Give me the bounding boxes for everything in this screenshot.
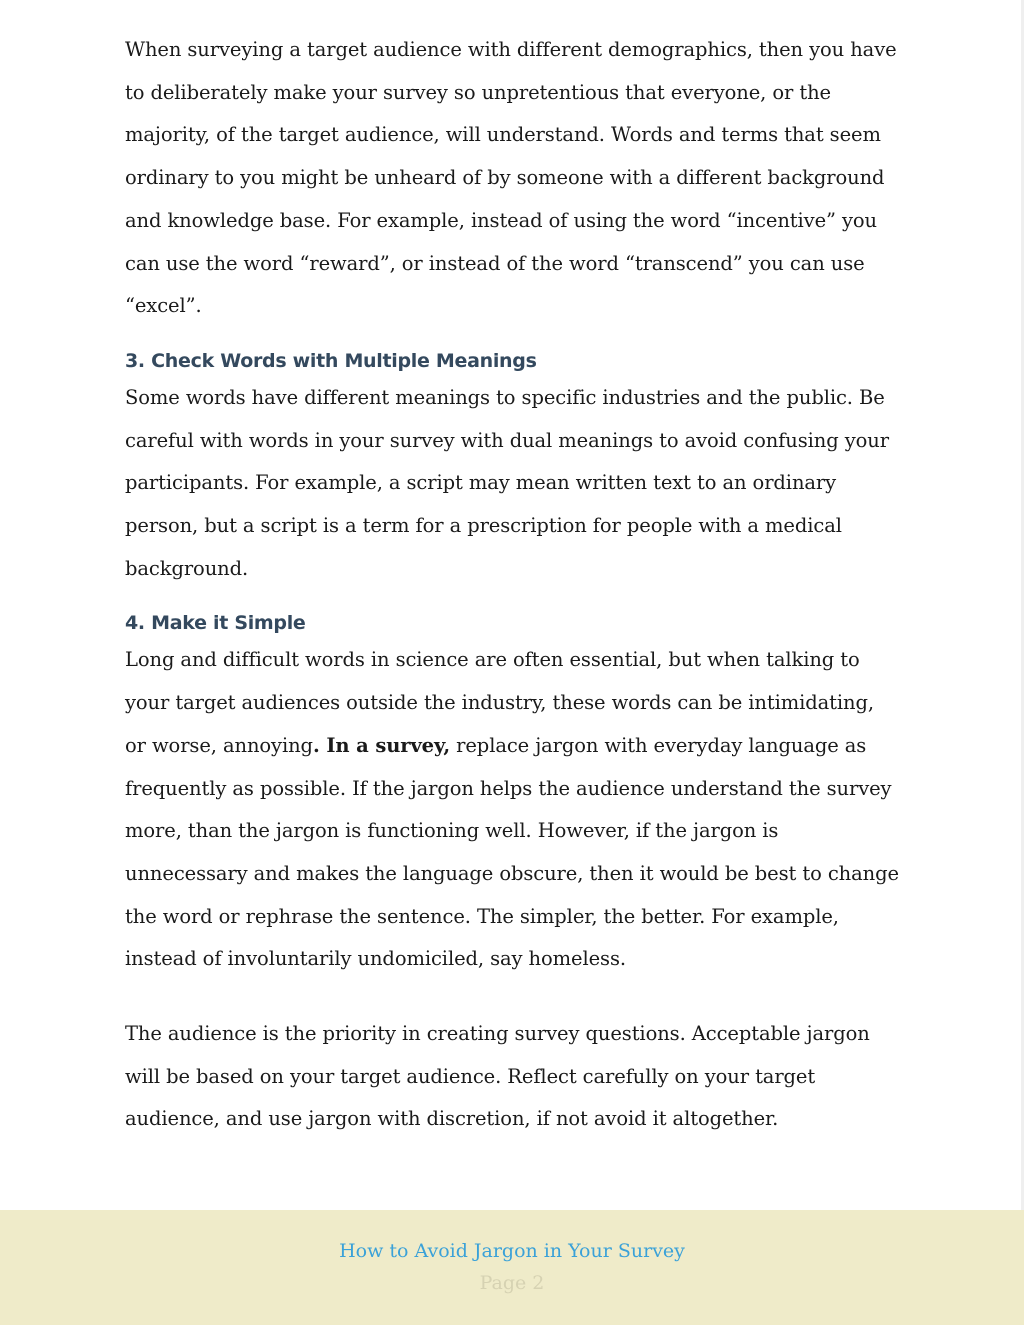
paragraph-demographics: When surveying a target audience with different demographics, then you have to deliberately make your survey so unpretentious that everyone, or the majority, of the target audience, will understand. Words and terms that seem ordinary to you might be unheard of by someone with a different background and knowledge base. For example, instead of using the word “incentive” you can use the word “reward”, or instead of the word “transcend” you can use “excel”. [125,38,897,318]
footer-document-title: How to Avoid Jargon in Your Survey [339,1240,685,1262]
paragraph-audience-priority: The audience is the priority in creating survey questions. Acceptable jargon will be based on your target audience. Reflect carefully on your target audience, and use jargon with discretion, if not avoid it altogether. [125,1022,870,1131]
paragraph-multiple-meanings: Some words have different meanings to specific industries and the public. Be careful with words in your survey with dual meanings to avoid confusing your participants. For example, a script may mean written text to an ordinary person, but a script is a term for a prescription for people with a medical background. [125,385,889,580]
document-body [125,29,900,1141]
paragraph-make-it-simple [125,639,900,981]
footer-page-number: Page 2 [479,1272,545,1294]
paragraph-text-start: Long and difficult words in science are often essential, but when talking to your target audiences outside the industry, these words can be intimidating, or worse, annoying [125,648,874,757]
bold-phrase: . In a survey, [312,733,451,757]
section-heading-multiple-meanings: 3. Check Words with Multiple Meanings [125,349,537,372]
page-footer [0,1210,1024,1325]
paragraph-text-end: replace jargon with everyday language as frequently as possible. If the jargon helps the audience understand the survey more, than the jargon is functioning well. However, if the jargon is unnecessary and makes the language obscure, then it would be best to change the word or rephrase the sentence. The simpler, the better. For example, instead of involuntarily undomiciled, say homeless. [125,733,899,971]
section-heading-make-it-simple: 4. Make it Simple [125,612,306,635]
